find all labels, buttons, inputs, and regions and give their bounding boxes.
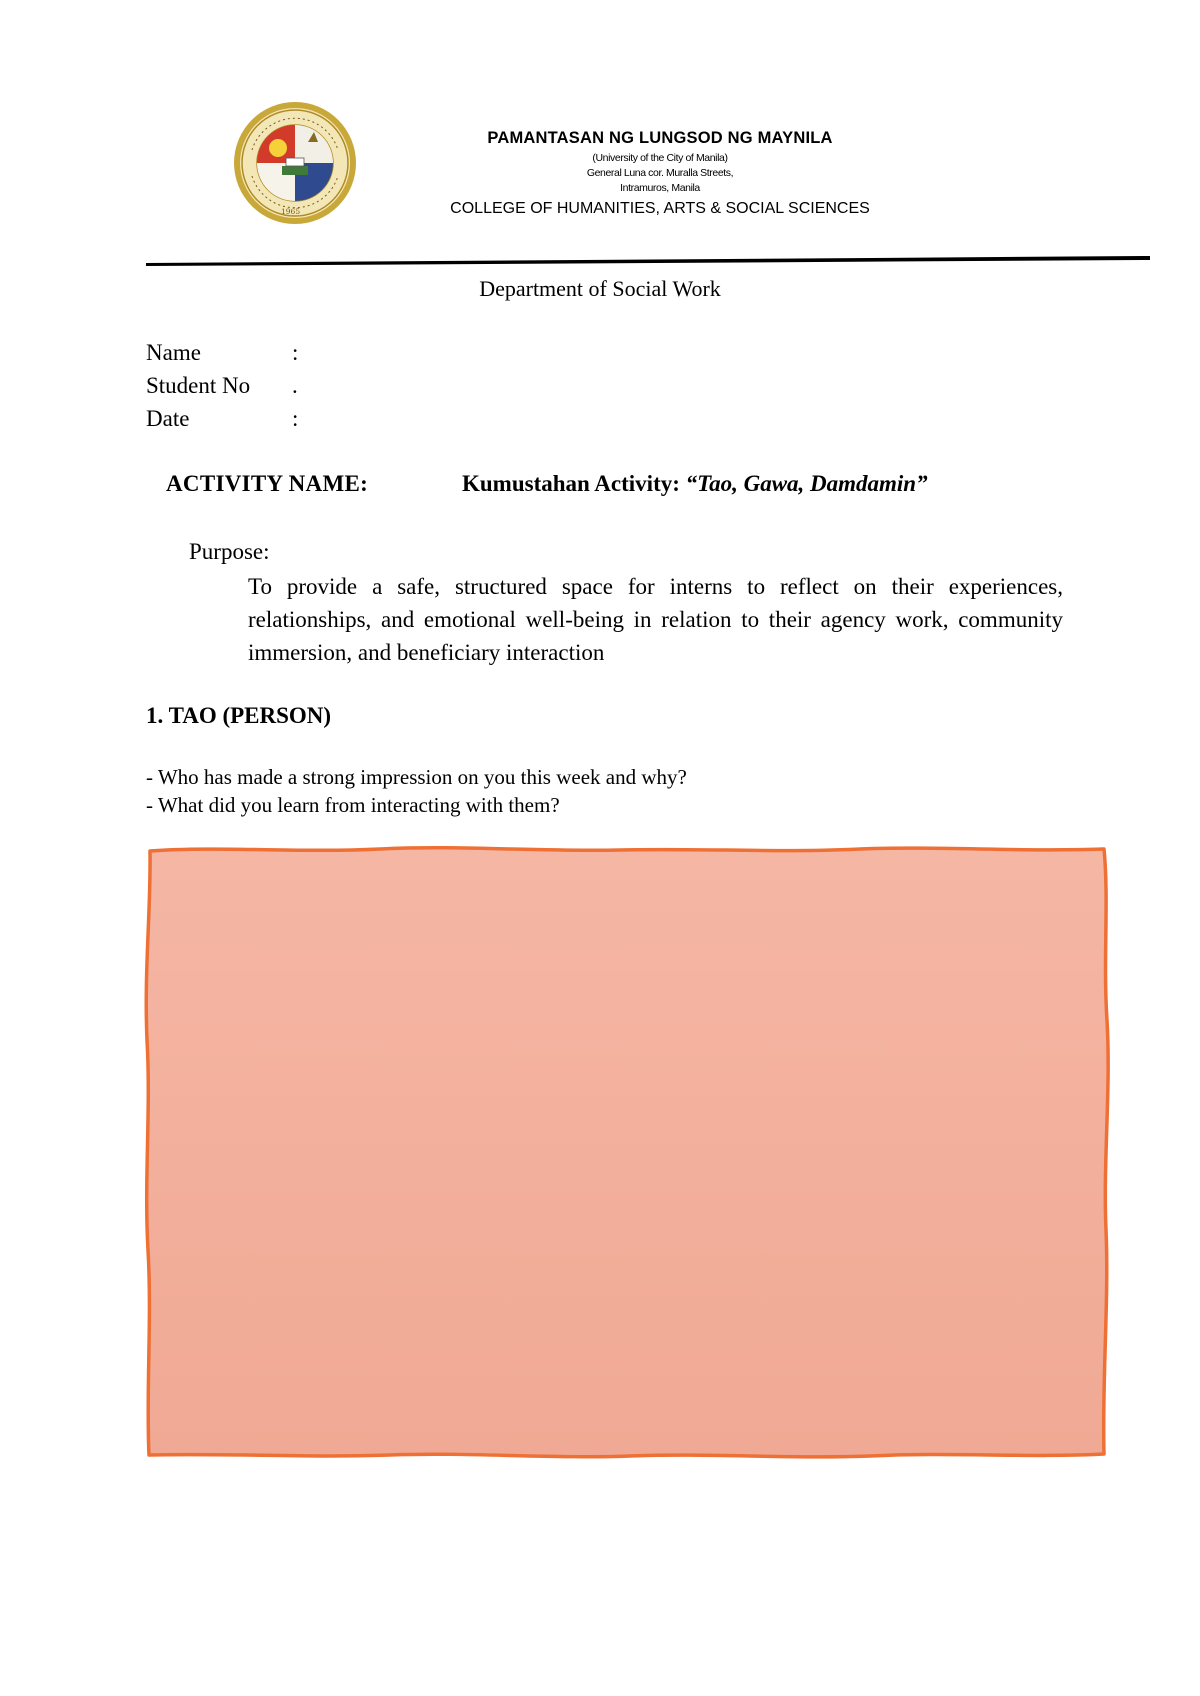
activity-name-title: “Tao, Gawa, Damdamin” xyxy=(685,471,928,496)
activity-name-prefix: Kumustahan Activity: xyxy=(462,471,686,496)
seal-year: 1965 xyxy=(281,207,301,216)
section-title: 1. TAO (PERSON) xyxy=(146,703,332,728)
university-english-name: (University of the City of Manila) xyxy=(592,152,728,164)
university-name: PAMANTASAN NG LUNGSOD NG MAYNILA xyxy=(487,129,833,147)
field-student-no-label: Student No xyxy=(146,373,251,398)
question-1: - Who has made a strong impression on you this week and why? xyxy=(146,765,687,789)
activity-label: ACTIVITY NAME: xyxy=(166,471,369,496)
address-line-1: General Luna cor. Muralla Streets, xyxy=(586,167,734,179)
field-name-label: Name xyxy=(146,340,201,365)
question-2: - What did you learn from interacting with them? xyxy=(146,793,560,817)
purpose-text: To provide a safe, structured space for interns to reflect on their experiences, relationships, and emotional well-being in relation to their agency work, community immersion, and beneficiary interaction xyxy=(248,574,1063,665)
address-line-2: Intramuros, Manila xyxy=(620,182,700,194)
department-name: Department of Social Work xyxy=(479,276,721,301)
field-name-separator: : xyxy=(292,340,299,365)
college-name: COLLEGE OF HUMANITIES, ARTS & SOCIAL SCIENCES xyxy=(450,200,870,217)
field-date-separator: : xyxy=(292,406,299,431)
purpose-label: Purpose: xyxy=(189,539,270,564)
field-student-no-separator: . xyxy=(292,373,298,398)
field-date-label: Date xyxy=(146,406,190,431)
